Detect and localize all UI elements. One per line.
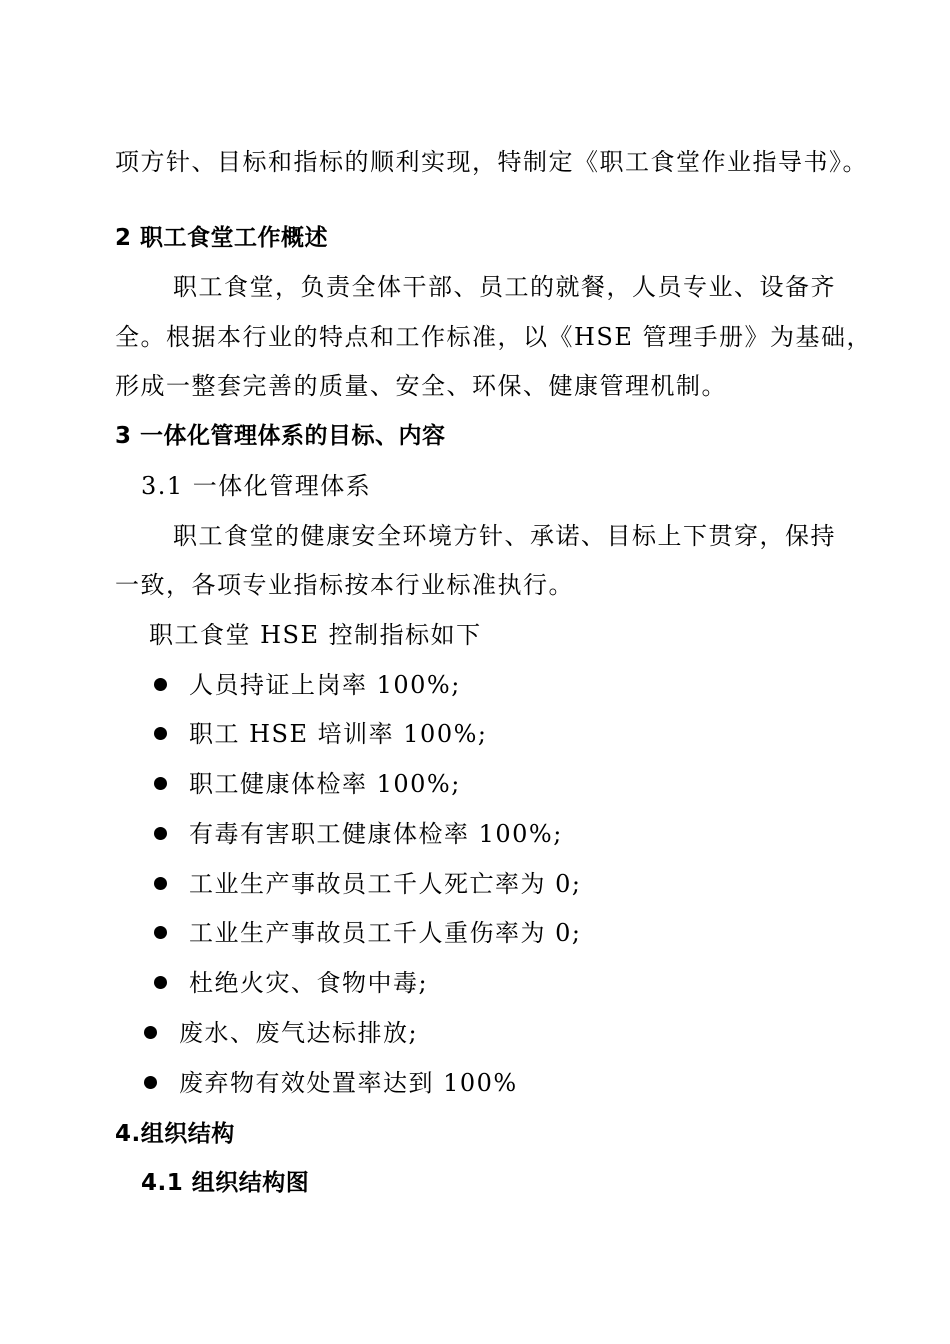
indicators-intro: 职工食堂 HSE 控制指标如下 [149,621,482,649]
section-3-heading: 3 一体化管理体系的目标、内容 [115,423,446,449]
bullet-icon [154,926,167,939]
bullet-icon [154,777,167,790]
list-item [154,917,581,949]
section-3-para-line-1: 职工食堂的健康安全环境方针、承诺、目标上下贯穿，保持 [173,522,836,550]
indicator-text: 杜绝火灾、食物中毒; [189,969,429,997]
indicator-text: 职工健康体检率 100%; [189,770,461,798]
bullet-icon [144,1026,157,1039]
list-item [144,1067,518,1099]
indicator-text: 工业生产事故员工千人重伤率为 0; [189,919,582,947]
bullet-icon [144,1076,157,1089]
bullet-icon [154,678,167,691]
list-item [154,669,461,701]
bullet-icon [154,827,167,840]
section-2-heading: 2 职工食堂工作概述 [115,225,329,251]
indicator-text: 职工 HSE 培训率 100%; [189,720,488,748]
section-2-para-line-2: 全。根据本行业的特点和工作标准，以《HSE 管理手册》为基础， [115,323,873,351]
list-item [154,818,563,850]
section-4-1-heading: 4.1 组织结构图 [141,1170,310,1196]
list-item [154,768,461,800]
indicator-text: 废水、废气达标排放; [179,1019,419,1047]
list-item [154,868,581,900]
section-4-heading: 4.组织结构 [115,1121,235,1147]
indicator-text: 人员持证上岗率 100%; [189,671,461,699]
section-3-1-heading: 3.1 一体化管理体系 [141,472,372,500]
list-item [154,967,428,999]
intro-tail-line: 项方针、目标和指标的顺利实现，特制定《职工食堂作业指导书》。 [115,148,868,176]
indicator-text: 有毒有害职工健康体检率 100%; [189,820,563,848]
section-3-para-line-2: 一致，各项专业指标按本行业标准执行。 [115,571,574,599]
bullet-icon [154,727,167,740]
list-item [144,1017,418,1049]
section-2-para-line-1: 职工食堂，负责全体干部、员工的就餐，人员专业、设备齐 [173,273,836,301]
indicator-text: 工业生产事故员工千人死亡率为 0; [189,870,582,898]
section-2-para-line-3: 形成一整套完善的质量、安全、环保、健康管理机制。 [115,372,727,400]
indicator-text: 废弃物有效处置率达到 100% [179,1069,518,1097]
list-item [154,718,487,750]
bullet-icon [154,877,167,890]
bullet-icon [154,976,167,989]
